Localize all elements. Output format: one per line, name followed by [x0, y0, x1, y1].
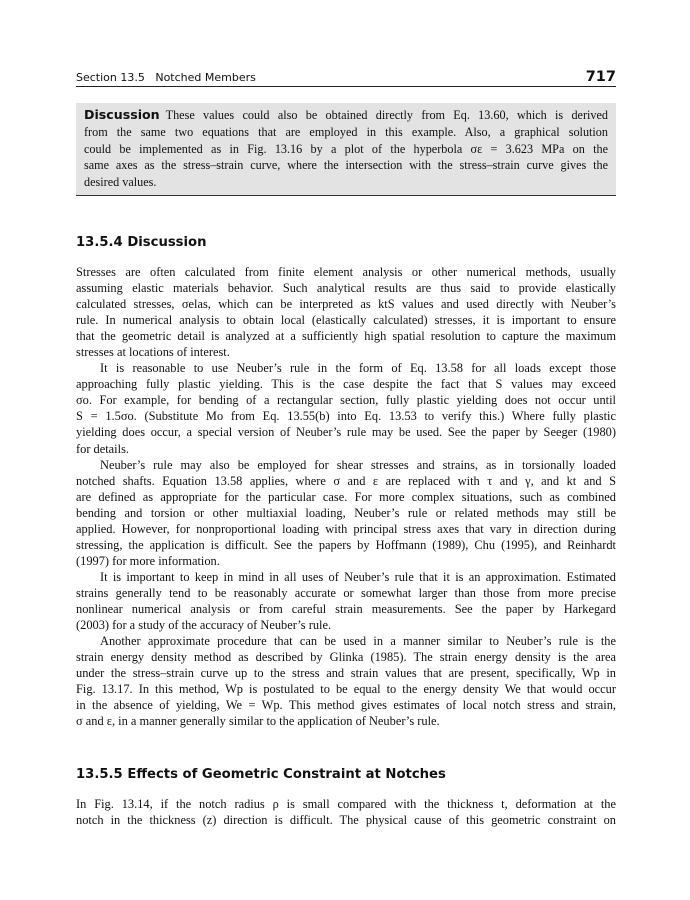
text-line: for details. — [76, 441, 129, 456]
text-line: In Fig. 13.14, if the notch radius ρ is small compared with the thickness t, deformation at the — [76, 797, 616, 811]
text-line: stressing, the application is difficult. See the papers by Hoffmann (1989), Chu (1995), and Reinhardt — [76, 537, 616, 552]
text-line: nonlinear numerical analysis or from careful strain measurements. See the paper by Harkegard — [76, 601, 616, 616]
discussion-line: same axes as the stress–strain curve, where the intersection with the stress–strain curve gives the — [84, 158, 608, 173]
discussion-lead: Discussion — [84, 107, 160, 122]
text-line: notched shafts. Equation 13.58 applies, where σ and ε are replaced with τ and γ, and kt and S — [76, 473, 616, 488]
page-number: 717 — [585, 69, 616, 85]
section-heading-13-5-4: 13.5.4 Discussion — [76, 235, 207, 250]
discussion-line: Discussion These values could also be obtained directly from Eq. 13.60, which is derived — [84, 107, 608, 122]
text-line: in the absence of yielding, We = Wp. This method gives estimates of local notch stress and strain, — [76, 698, 616, 713]
text-line: σo. For example, for bending of a rectangular section, fully plastic yielding does not occur until — [76, 393, 616, 408]
paragraph — [76, 457, 616, 569]
text-line: strains generally tend to be reasonably accurate or somewhat larger than those from more precise — [76, 585, 616, 600]
text-line: approaching fully plastic yielding. This is the case despite the fact that S values may exceed — [76, 377, 616, 392]
text-line: Another approximate procedure that can be used in a manner similar to Neuber’s rule is the — [100, 634, 616, 649]
text-line: σ and ε, in a manner generally similar to the application of Neuber’s rule. — [76, 714, 440, 729]
paragraph — [76, 360, 616, 456]
section-label: Section 13.5 Notched Members — [76, 71, 256, 84]
text-line: Stresses are often calculated from finite element analysis or other numerical methods, usually — [76, 265, 616, 279]
discussion-line: from the same two equations that are employed in this example. Also, a graphical solution — [84, 124, 608, 139]
text-line: assuming elastic materials behavior. Such analytical results are thus said to provide elastically — [76, 281, 616, 296]
text-line: Fig. 13.17. In this method, Wp is postulated to be equal to the energy density We that would occur — [76, 682, 616, 697]
text-line: notch in the thickness (z) direction is difficult. The physical cause of this geometric constraint on — [76, 813, 616, 828]
text-line: S = 1.5σo. (Substitute Mo from Eq. 13.55(b) into Eq. 13.53 to verify this.) Where fully plastic — [76, 409, 616, 424]
text-line: that the geometric detail is analyzed at a sufficiently high spatial resolution to capture the maximum — [76, 329, 616, 344]
text-line: yielding does occur, a special version of Neuber’s rule may be used. See the paper by Seeger (1980) — [76, 425, 616, 440]
text-line: (1997) for more information. — [76, 553, 220, 568]
section-body-13-5-4 — [76, 264, 616, 729]
paragraph — [76, 569, 616, 633]
text-line: stresses at locations of interest. — [76, 345, 230, 360]
text-line: are defined as appropriate for the particular case. For more complex situations, such as combined — [76, 489, 616, 504]
discussion-line: could be implemented as in Fig. 13.16 by a plot of the hyperbola σε = 3.623 MPa on the — [84, 141, 608, 156]
text-line: strain energy density method as described by Glinka (1985). The strain energy density is the area — [76, 650, 616, 665]
section-heading-13-5-5: 13.5.5 Effects of Geometric Constraint at Notches — [76, 767, 446, 782]
text-line: rule. In numerical analysis to obtain local (elastically calculated) stresses, it is important to ensure — [76, 313, 616, 328]
text-line: Neuber’s rule may also be employed for shear stresses and strains, as in torsionally loaded — [100, 457, 616, 472]
discussion-line: desired values. — [84, 175, 157, 190]
text-line: It is reasonable to use Neuber’s rule in the form of Eq. 13.58 for all loads except those — [100, 361, 616, 376]
text-line: bending and torsion or other multiaxial loading, Neuber’s rule or related methods may still be — [76, 505, 616, 520]
paragraph — [76, 264, 616, 360]
paragraph — [76, 633, 616, 729]
text-line: applied. However, for nonproportional loading with principal stress axes that vary in direction during — [76, 521, 616, 536]
section-body-13-5-5 — [76, 796, 616, 828]
header-rule — [76, 86, 616, 87]
running-head — [76, 66, 616, 86]
text-line: under the stress–strain curve up to the stress and strain values that are present, specifically, Wp in — [76, 666, 616, 681]
text-line: It is important to keep in mind in all uses of Neuber’s rule that it is an approximation. Estimated — [100, 569, 616, 584]
discussion-box — [76, 103, 616, 196]
text-line: (2003) for a study of the accuracy of Neuber’s rule. — [76, 618, 332, 633]
text-line: calculated stresses, σelas, which can be interpreted as ktS values and used directly with Neuber’s — [76, 297, 616, 312]
